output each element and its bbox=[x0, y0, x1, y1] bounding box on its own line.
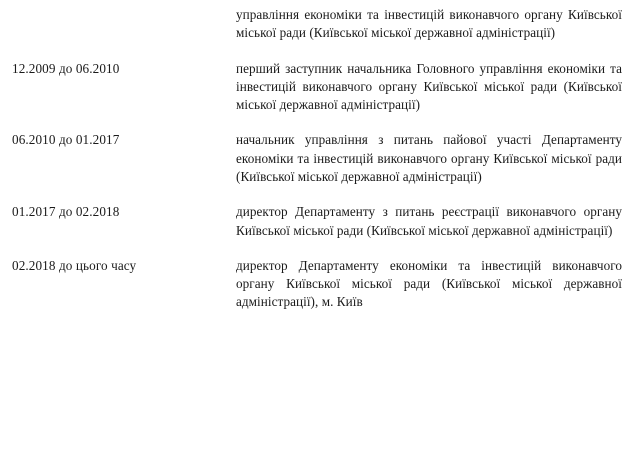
period-text: 12.2009 до 06.2010 bbox=[12, 60, 120, 76]
table-row bbox=[12, 6, 622, 43]
spacer-cell-left bbox=[12, 186, 236, 203]
position-cell bbox=[236, 131, 622, 186]
period-cell bbox=[12, 60, 236, 115]
spacer-cell-right bbox=[236, 43, 622, 60]
table-row bbox=[12, 60, 622, 115]
table-row bbox=[12, 131, 622, 186]
spacer-cell-left bbox=[12, 240, 236, 257]
period-cell bbox=[12, 203, 236, 240]
position-text: директор Департаменту з питань реєстрації виконавчого органу Київської міської ради (Київської міської державної адміністрації) bbox=[236, 204, 622, 238]
row-spacer bbox=[12, 43, 622, 60]
period-cell bbox=[12, 6, 236, 43]
table-body bbox=[12, 6, 622, 312]
spacer-cell-right bbox=[236, 240, 622, 257]
table-row bbox=[12, 203, 622, 240]
period-cell bbox=[12, 257, 236, 312]
row-spacer bbox=[12, 240, 622, 257]
spacer-cell-left bbox=[12, 43, 236, 60]
table-row bbox=[12, 257, 622, 312]
spacer-cell-left bbox=[12, 114, 236, 131]
position-cell bbox=[236, 203, 622, 240]
spacer-cell-right bbox=[236, 186, 622, 203]
spacer-cell-right bbox=[236, 114, 622, 131]
position-text: перший заступник начальника Головного управління економіки та інвестицій виконавчого органу Київської міської ради (Київської міської державної адміністрації) bbox=[236, 60, 622, 113]
position-cell bbox=[236, 60, 622, 115]
row-spacer bbox=[12, 186, 622, 203]
row-spacer bbox=[12, 114, 622, 131]
position-cell bbox=[236, 6, 622, 43]
biography-table bbox=[12, 6, 622, 312]
period-text: 06.2010 до 01.2017 bbox=[12, 132, 120, 148]
period-cell bbox=[12, 131, 236, 186]
position-text: директор Департаменту економіки та інвестицій виконавчого органу Київської міської ради (Київської міської державної адміністрації), м. Київ bbox=[236, 257, 622, 310]
period-text: 02.2018 до цього часу bbox=[12, 257, 137, 273]
position-text: начальник управління з питань пайової участі Департаменту економіки та інвестицій виконавчого органу Київської міської ради (Київської міської державної адміністрації) bbox=[236, 132, 622, 184]
period-text: 01.2017 до 02.2018 bbox=[12, 204, 120, 220]
position-text: управління економіки та інвестицій виконавчого органу Київської міської ради (Київської міської державної адміністрації) bbox=[236, 7, 622, 41]
position-cell bbox=[236, 257, 622, 312]
